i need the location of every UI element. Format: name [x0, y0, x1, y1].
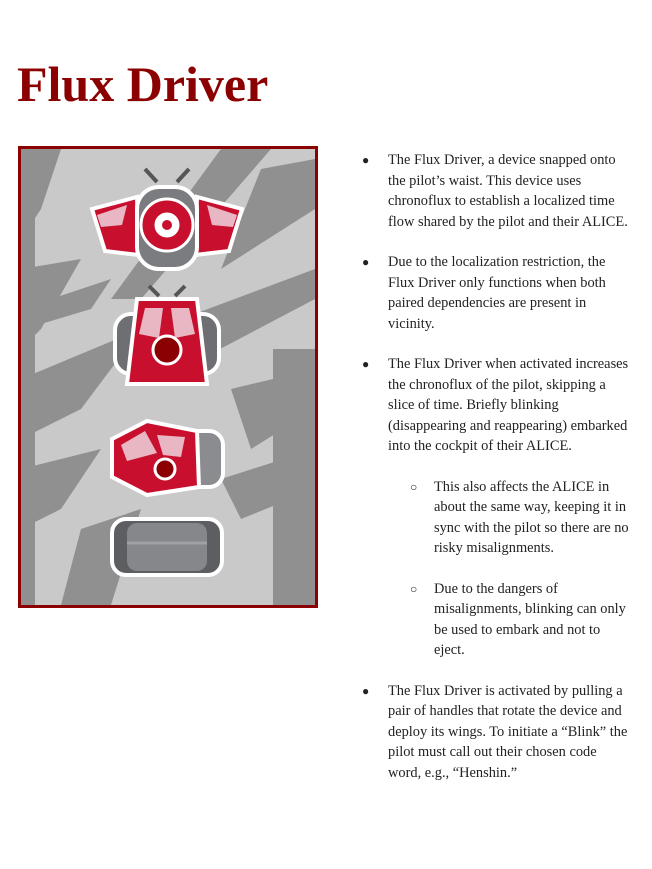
flux-driver-side-icon	[112, 421, 223, 495]
bullet-text: The Flux Driver is activated by pulling a pair of handles that rotate the device and deploy its wings. To initiate a “Blink” the pilot must call out their chosen code word, e.g., “Henshin.”	[388, 682, 628, 781]
page-title: Flux Driver	[17, 56, 269, 112]
list-item	[362, 150, 632, 232]
sub-bullet-text: This also affects the ALICE in about the same way, keeping it in sync with the pilot so there are no risky misalignments.	[434, 478, 629, 556]
sub-list-item	[388, 477, 632, 559]
sub-bullet-text: Due to the dangers of misalignments, blinking can only be used to embark and not to eject.	[434, 580, 626, 658]
list-item	[362, 354, 632, 661]
flux-driver-illustration	[18, 146, 318, 608]
feature-list	[362, 150, 632, 803]
flux-driver-closed-icon	[112, 519, 222, 575]
list-item	[362, 681, 632, 784]
sub-list-item	[388, 579, 632, 661]
bullet-text: The Flux Driver when activated increases the chronoflux of the pilot, skipping a slice of time. Briefly blinking (disappearing and reappearing) embarked into the cockpit of their ALICE.	[388, 356, 629, 454]
bullet-text: Due to the localization restriction, the Flux Driver only functions when both paired dependencies are present in vicinity.	[388, 254, 606, 332]
bullet-text: The Flux Driver, a device snapped onto the pilot’s waist. This device uses chronoflux to establish a localized time flow shared by the pilot and their ALICE.	[388, 152, 628, 230]
list-item	[362, 252, 632, 334]
sub-list	[388, 477, 632, 661]
